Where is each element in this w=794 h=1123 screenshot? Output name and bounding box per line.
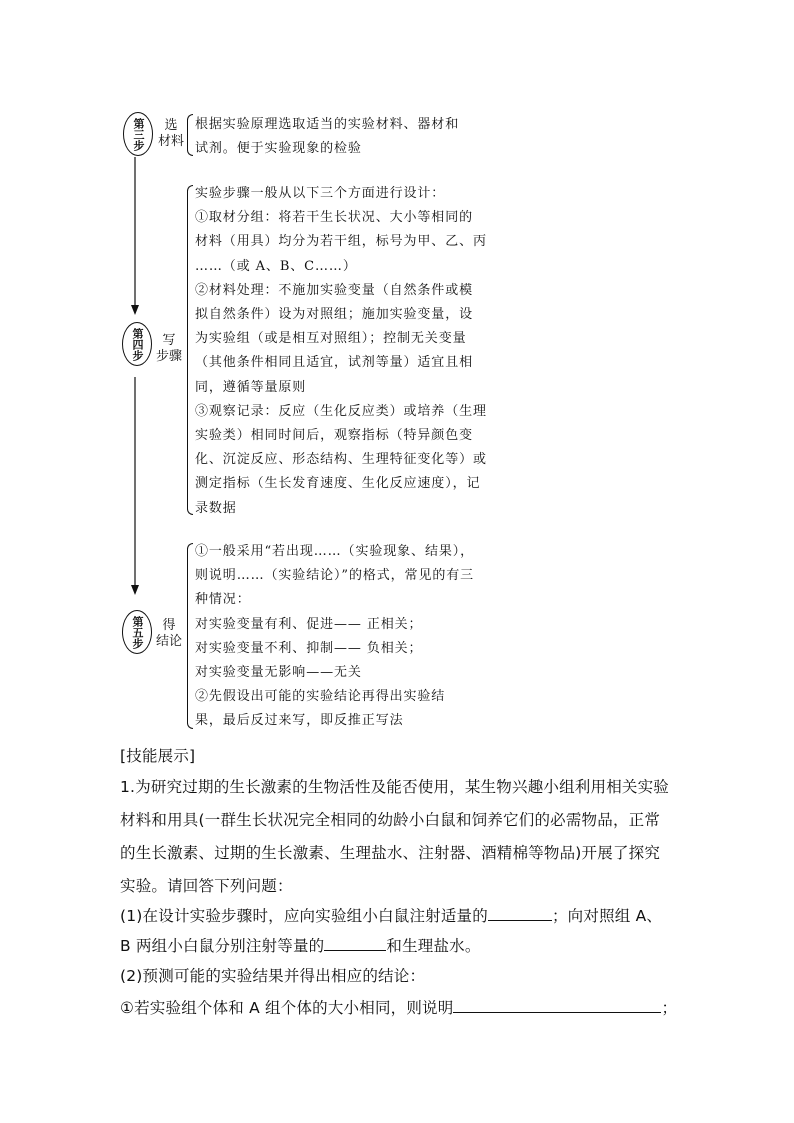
step-4-line: 为实验组（或是相互对照组）；控制无关变量 <box>195 331 467 347</box>
question-1-text-c: B 两组小白鼠分别注射等量的 <box>120 937 325 955</box>
step-label-5 <box>152 618 186 650</box>
question-1-line-2 <box>120 936 481 956</box>
step-content-4 <box>195 182 495 521</box>
step-badge-4-text: 第四步 <box>131 327 144 361</box>
step-label-3-line1: 选 <box>164 118 178 133</box>
step-badge-5 <box>122 610 152 654</box>
step-content-5 <box>195 540 495 734</box>
step-5-line: 果，最后反过来写，即反推正写法 <box>195 713 404 729</box>
step-label-5-line2: 结论 <box>155 634 182 649</box>
section-title: [技能展示] <box>120 747 196 765</box>
step-4-line: 实验类）相同时间后，观察指标（特异颜色变 <box>195 428 474 444</box>
question-1-text-b: ；向对照组 A、 <box>551 907 663 925</box>
step-4-line: 测定指标（生长发育速度、生化反应速度），记 <box>195 476 481 492</box>
step-badge-3-text: 第三步 <box>132 117 145 151</box>
question-2: (2)预测可能的实验结果并得出相应的结论： <box>120 967 426 985</box>
answer-blank-3[interactable] <box>453 998 661 1013</box>
step-label-5-line1: 得 <box>162 618 176 633</box>
step-bracket-3 <box>187 114 193 156</box>
question-2-item-1 <box>120 998 677 1018</box>
step-badge-4 <box>122 322 152 366</box>
step-4-line: 实验步骤一般从以下三个方面进行设计： <box>195 186 446 201</box>
step-label-4 <box>152 333 186 365</box>
question-1-text-a: (1)在设计实验步骤时，应向实验组小白鼠注射适量的 <box>120 907 488 925</box>
step-5-line: 对实验变量有利、促进—— 正相关； <box>195 616 423 632</box>
question-intro-line: 实验。请回答下列问题： <box>120 877 293 895</box>
step-5-line: ②先假设出可能的实验结论再得出实验结 <box>195 689 446 705</box>
step-4-line: 材料（用具）均分为若干组，标号为甲、乙、丙 <box>195 234 487 250</box>
question-intro-line: 1.为研究过期的生长激素的生物活性及能否使用，某生物兴趣小组利用相关实验 <box>120 778 669 796</box>
step-label-4-line2: 步骤 <box>155 349 182 364</box>
step-label-3-line2: 材料 <box>157 134 184 149</box>
step-bracket-4 <box>187 185 193 515</box>
step-4-line: 同，遵循等量原则 <box>195 379 307 395</box>
step-5-line: ①一般采用“若出现……（实验现象、结果）， <box>195 544 475 559</box>
step-3-line: 试剂。便于实验现象的检验 <box>195 141 362 157</box>
step-label-4-line1: 写 <box>162 333 176 348</box>
question-2-item-1-text: ①若实验组个体和 A 组个体的大小相同，则说明 <box>120 999 454 1017</box>
arrow-head-3-to-4 <box>131 305 139 315</box>
step-bracket-5 <box>187 543 193 729</box>
step-badge-5-text: 第五步 <box>131 615 144 649</box>
step-4-line: 拟自然条件）设为对照组；施加实验变量，设 <box>195 307 474 323</box>
question-intro-line: 材料和用具(一群生长状况完全相同的幼龄小白鼠和饲养它们的必需物品，正常 <box>120 811 661 829</box>
step-5-line: 种情况： <box>195 592 251 608</box>
step-badge-3 <box>123 112 153 156</box>
question-2-item-1-end: ； <box>661 999 678 1017</box>
step-4-line: 化、沉淀反应、形态结构、生理特征变化等）或 <box>195 452 487 468</box>
answer-blank-2[interactable] <box>324 936 386 951</box>
step-5-line: 则说明……（实验结论）”的格式，常见的有三 <box>195 568 475 584</box>
step-4-line: 录数据 <box>195 500 237 516</box>
arrow-head-4-to-5 <box>131 585 139 595</box>
step-4-line: ③观察记录：反应（生化反应类）或培养（生理 <box>195 403 487 419</box>
step-4-line: ②材料处理：不施加实验变量（自然条件或模 <box>195 282 474 298</box>
step-3-line: 根据实验原理选取适当的实验材料、器材和 <box>195 117 460 132</box>
step-5-line: 对实验变量无影响——无关 <box>195 665 362 681</box>
answer-blank-1[interactable] <box>488 906 552 921</box>
question-1-text-d: 和生理盐水。 <box>386 937 481 955</box>
step-4-line: （其他条件相同且适宜，试剂等量）适宜且相 <box>195 355 474 371</box>
step-label-3 <box>154 118 188 150</box>
step-4-line: ……（或 A、B、C……） <box>195 258 357 274</box>
question-1-line-1 <box>120 906 662 926</box>
step-content-3 <box>195 113 495 161</box>
step-5-line: 对实验变量不利、抑制—— 负相关； <box>195 640 423 656</box>
question-intro-line: 的生长激素、过期的生长激素、生理盐水、注射器、酒精棉等物品)开展了探究 <box>120 844 661 862</box>
step-4-line: ①取材分组：将若干生长状况、大小等相同的 <box>195 210 474 226</box>
